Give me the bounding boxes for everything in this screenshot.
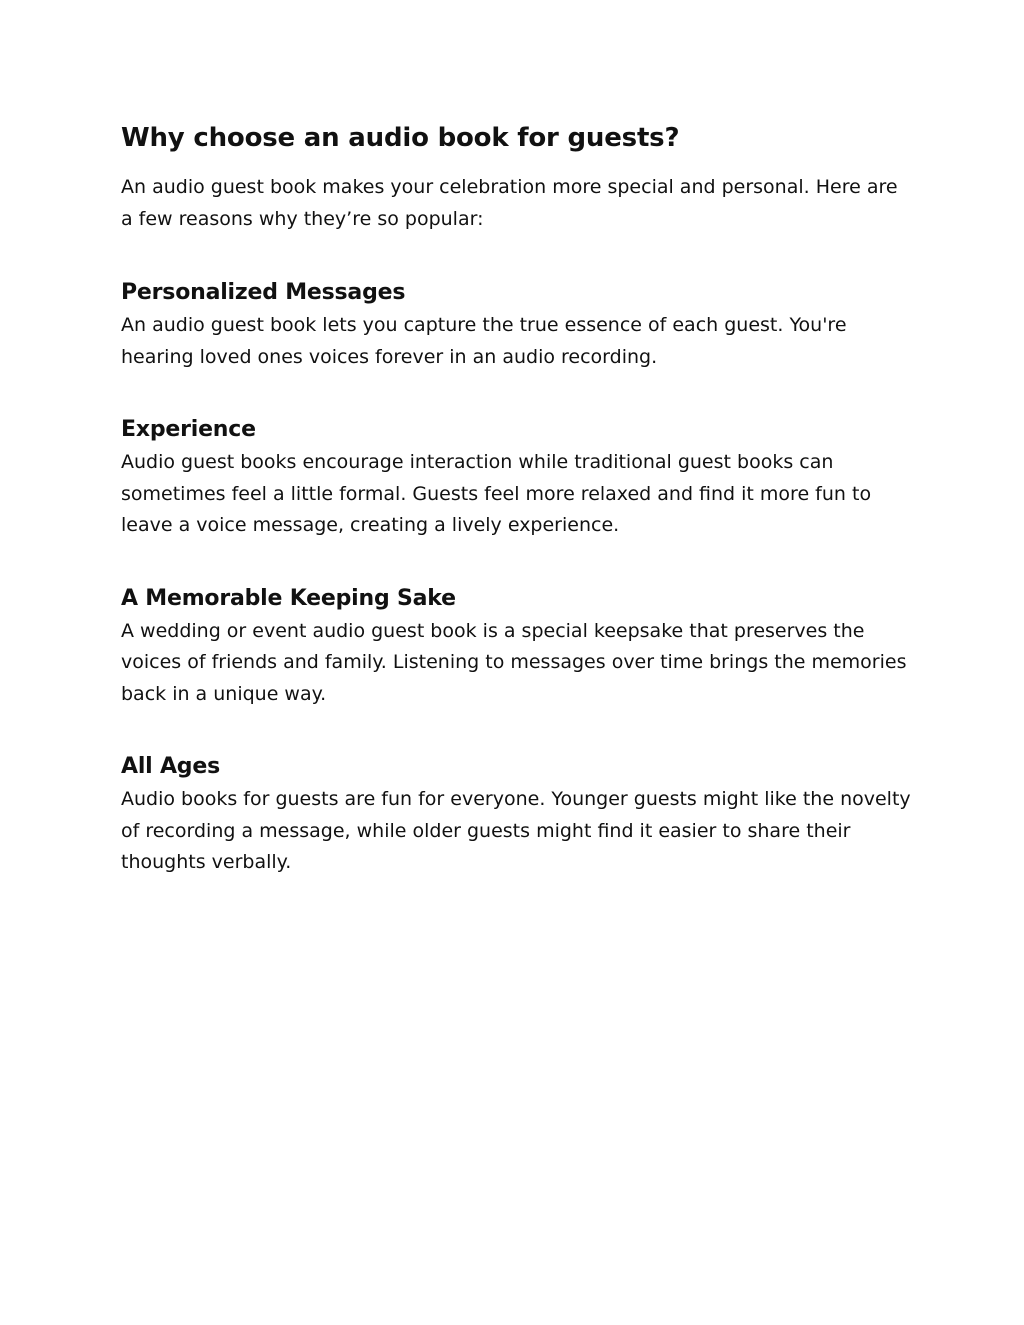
section-body: A wedding or event audio guest book is a special keepsake that preserves the voices of friends and family. Listening to messages over time brings the memories back in a unique way. (121, 619, 907, 705)
section-body: Audio books for guests are fun for everyone. Younger guests might like the novelty of recording a message, while older guests might find it easier to share their thoughts verbally. (121, 788, 911, 873)
section-body: An audio guest book lets you capture the true essence of each guest. You're hearing loved ones voices forever in an audio recording. (121, 314, 847, 368)
section-memorable-keepsake (121, 582, 911, 711)
section-heading: Personalized Messages (121, 280, 406, 305)
section-heading: All Ages (121, 754, 220, 779)
section-body: Audio guest books encourage interaction while traditional guest books can sometimes feel a little formal. Guests feel more relaxed and find it more fun to leave a voice message, creating a lively experience. (121, 451, 872, 536)
intro-paragraph: An audio guest book makes your celebration more special and personal. Here are a few reasons why they’re so popular: (121, 176, 898, 230)
section-heading: A Memorable Keeping Sake (121, 585, 456, 611)
section-experience (121, 413, 911, 542)
section-personalized-messages (121, 276, 911, 373)
section-heading: Experience (121, 417, 256, 442)
page-title: Why choose an audio book for guests? (121, 123, 680, 153)
section-all-ages (121, 750, 911, 879)
document-page (121, 118, 911, 879)
